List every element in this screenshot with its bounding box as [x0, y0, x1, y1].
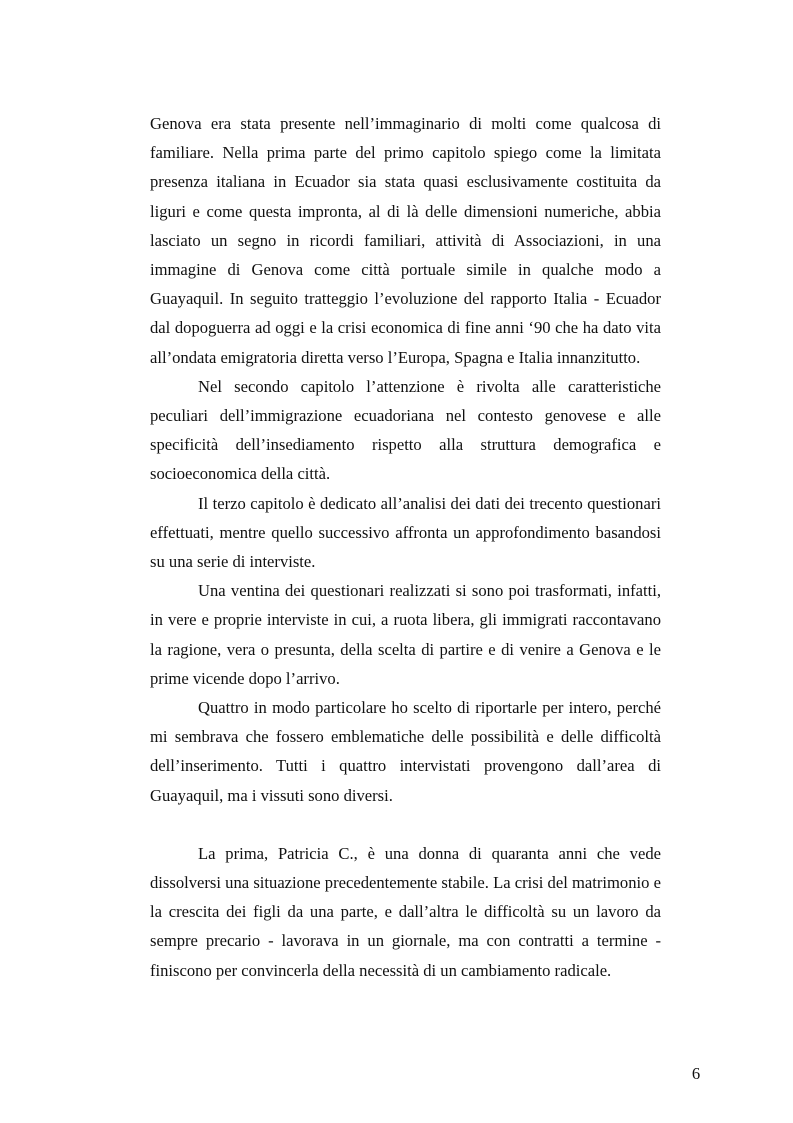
paragraph-6: La prima, Patricia C., è una donna di quaranta anni che vede dissolversi una situazione precedentemente stabile. La crisi del matrimonio e la crescita dei figli da una parte, e dall’altra le difficoltà su un lavoro da sempre precario - lavorava in un giornale, ma con contratti a termine - finiscono per convincerla della necessità di un cambiamento radicale. [150, 843, 661, 980]
paragraph-3: Il terzo capitolo è dedicato all’analisi dei dati dei trecento questionari effettuati, mentre quello successivo affronta un approfondimento basandosi su una serie di interviste. [150, 493, 661, 572]
paragraph-5: Quattro in modo particolare ho scelto di riportarle per intero, perché mi sembrava che fossero emblematiche delle possibilità e delle difficoltà dell’inserimento. Tutti i quattro intervistati provengono dall’area di Guayaquil, ma i vissuti sono diversi. [150, 698, 661, 805]
page-number: 6 [691, 1064, 701, 1083]
paragraph-4: Una ventina dei questionari realizzati si sono poi trasformati, infatti, in vere e proprie interviste in cui, a ruota libera, gli immigrati raccontavano la ragione, vera o presunta, della scelta di partire e di venire a Genova e le prime vicende dopo l’arrivo. [150, 581, 661, 688]
document-body [150, 109, 661, 985]
paragraph-1: Genova era stata presente nell’immaginario di molti come qualcosa di familiare. Nella prima parte del primo capitolo spiego come la limitata presenza italiana in Ecuador sia stata quasi esclusivamente costituita da liguri e come questa impronta, al di là delle dimensioni numeriche, abbia lasciato un segno in ricordi familiari, attività di Associazioni, in una immagine di Genova come città portuale simile in qualche modo a Guayaquil. In seguito tratteggio l’evoluzione del rapporto Italia - Ecuador dal dopoguerra ad oggi e la crisi economica di fine anni ‘90 che ha dato vita all’ondata emigratoria diretta verso l’Europa, Spagna e Italia innanzitutto. [150, 114, 661, 367]
paragraph-2: Nel secondo capitolo l’attenzione è rivolta alle caratteristiche peculiari dell’immigrazione ecuadoriana nel contesto genovese e alle specificità dell’insediamento rispetto alla struttura demografica e socioeconomica della città. [150, 376, 661, 484]
